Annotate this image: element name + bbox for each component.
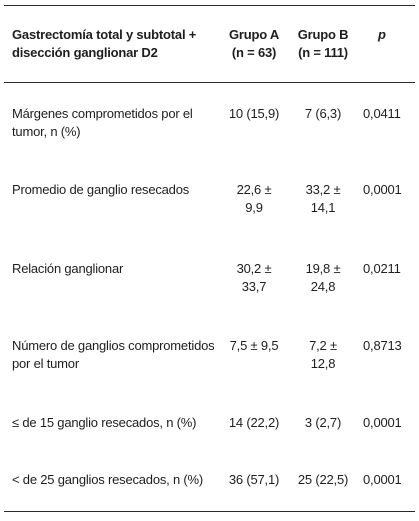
row-p-value: 0,0001 [363,182,402,197]
row-label [12,471,217,489]
row-p-value: 0,0001 [363,472,402,487]
header-line: (n = 111) [298,45,348,60]
row-group-b-value [292,471,354,489]
header-line: disección ganglionar D2 [12,45,158,60]
header-col-p: p [378,27,386,42]
header-line: Gastrectomía total y subtotal + [12,27,197,42]
row-group-a-value [223,471,285,489]
row-p-value: 0,0001 [363,415,402,430]
row-group-a-value [223,414,285,432]
row-label [12,260,217,278]
row-label [12,105,217,141]
row-label [12,414,217,432]
cell-line: 12,8 [310,356,336,371]
header-col-group-b [292,26,354,62]
header-line: Grupo A [228,27,280,42]
cell-line: 7 (6,3) [304,106,342,121]
cell-line: 3 (2,7) [304,415,342,430]
row-group-a-value [223,337,285,355]
cell-line: 14,1 [310,200,336,215]
cell-line: Número de ganglios comprometidos [12,338,215,353]
header-col-procedure [12,26,217,62]
row-label [12,181,217,199]
cell-line: Márgenes comprometidos por el [12,106,193,121]
row-group-b-value [292,414,354,432]
cell-line: 33,7 [241,279,267,294]
cell-line: 33,2 ± [305,182,341,197]
cell-line: 30,2 ± [236,261,272,276]
cell-line: 24,8 [310,279,336,294]
cell-line: ≤ de 15 ganglio resecados, n (%) [12,415,197,430]
cell-line: tumor, n (%) [12,124,81,139]
row-p-value: 0,0211 [363,261,401,276]
cell-line: Relación ganglionar [12,261,124,276]
header-line: Grupo B [297,27,349,42]
cell-line: 7,5 ± 9,5 [229,338,279,353]
header-col-group-a [223,26,285,62]
bottom-rule [4,511,415,512]
row-group-b-value [292,181,354,217]
header-line: (n = 63) [231,45,277,60]
cell-line: 22,6 ± [236,182,272,197]
row-p-value: 0,0411 [363,106,401,121]
cell-line: 10 (15,9) [228,106,280,121]
cell-line: 9,9 [245,200,263,215]
cell-line: por el tumor [12,356,79,371]
top-rule [4,5,415,6]
row-p-value: 0,8713 [363,338,402,353]
cell-line: 14 (22,2) [228,415,280,430]
row-group-b-value [292,337,354,373]
row-group-b-value [292,260,354,296]
cell-line: < de 25 ganglios resecados, n (%) [12,472,204,487]
cell-line: 25 (22,5) [297,472,349,487]
row-label [12,337,217,373]
cell-line: 36 (57,1) [228,472,280,487]
cell-line: 19,8 ± [305,261,341,276]
row-group-a-value [223,105,285,123]
cell-line: Promedio de ganglio resecados [12,182,190,197]
row-group-a-value [223,260,285,296]
header-rule [4,82,415,83]
cell-line: 7,2 ± [309,338,337,353]
row-group-b-value [292,105,354,123]
row-group-a-value [223,181,285,217]
